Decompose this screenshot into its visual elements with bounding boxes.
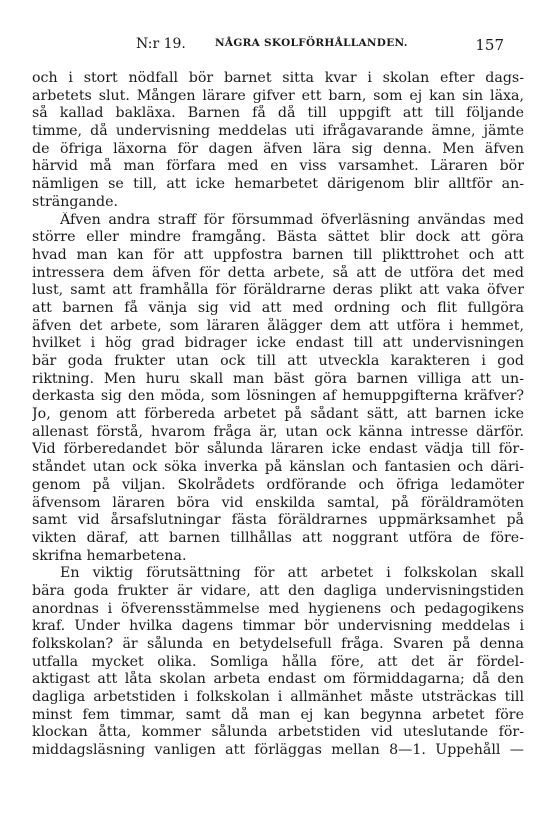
text-line: bär goda frukter utan ock till att utveckla karakteren i god [32, 353, 524, 369]
text-line: Jo, genom att förbereda arbetet på sådant sätt, att barnen icke [32, 406, 524, 423]
text-line: vikten däraf, att barnen tillhållas att noggrant utföra de före- [32, 529, 524, 546]
text-line: timme, då undervisning meddelas uti ifrågavarande ämne, jämte [32, 123, 524, 140]
text-line: härvid må man förfara med en viss varsamhet. Läraren bör [32, 158, 524, 175]
page-header [30, 36, 504, 56]
text-line: folkskolan? är sålunda en betydelsefull fråga. Svaren på denna [32, 636, 524, 652]
text-line: samt vid årsafslutningar fästa föräldrarnes uppmärksamhet på [32, 512, 524, 529]
text-line: Äfven andra straff för försummad öfverläsning användas med [60, 211, 524, 228]
text-line: anordnas i öfverensstämmelse med hygienens och pedagogikens [32, 600, 524, 617]
text-line: lust, samt att framhålla för föräldrarne deras plikt att vaka öfver [32, 282, 524, 299]
text-line: klockan åtta, kommer sålunda arbetstiden vid uteslutande för- [32, 724, 524, 741]
text-line: ståndet utan ock söka inverka på känslan och fantasien och däri- [32, 459, 524, 476]
text-line: skrifna hemarbetena. [32, 547, 187, 564]
text-line: nämligen se till, att icke hemarbetet därigenom blir alltför an- [32, 176, 524, 193]
running-title: NÅGRA SKOLFÖRHÅLLANDEN. [215, 37, 408, 49]
text-line: allenast förstå, hvarom fråga är, utan ock känna intresse därför. [32, 423, 524, 440]
text-line: de öfriga läxorna för dagen äfven lära sig denna. Men äfven [32, 140, 524, 157]
text-line: dagliga arbetstiden i folkskolan i allmänhet måste utsträckas till [32, 689, 524, 706]
text-line: äfven det arbete, som läraren ålägger dem att utföra i hemmet, [32, 317, 524, 334]
text-line: arbetets slut. Mången lärare gifver ett barn, som ej kan sin läxa, [32, 87, 524, 104]
text-line: riktning. Men huru skall man bäst göra barnen villiga att un- [32, 370, 524, 387]
text-line: så kallad bakläxa. Barnen få då till uppgift att till följande [32, 105, 524, 122]
text-line: och i stort nödfall bör barnet sitta kvar i skolan efter dags- [32, 70, 524, 86]
text-line: strängande. [32, 193, 119, 210]
text-line: middagsläsning vanligen att förläggas mellan 8—1. Uppehåll — [32, 742, 524, 759]
text-line: aktigast att låta skolan arbeta endast om förmiddagarna; då den [32, 671, 524, 688]
text-line: intressera dem äfven för detta arbete, så att de utföra det med [32, 264, 524, 281]
text-line: bära goda frukter är vidare, att den dagliga undervisningstiden [32, 582, 524, 599]
text-line: kraf. Under hvilka dagens timmar bör undervisning meddelas i [32, 618, 524, 635]
text-line: minst fem timmar, samt då man ej kan begynna arbetet före [32, 706, 524, 723]
page-number: 157 [475, 36, 504, 54]
section-number: N:r 19. [136, 36, 186, 52]
text-line: större eller mindre framgång. Bästa sättet blir dock att göra [32, 229, 524, 246]
text-line: derkasta sig den möda, som lösningen af hemuppgifterna kräfver? [32, 388, 524, 405]
body-text [32, 70, 524, 760]
text-line: genom på viljan. Skolrådets ordförande och öfriga ledamöter [32, 476, 524, 493]
text-line: att barnen få vänja sig vid att med ordning och flit fullgöra [32, 299, 524, 316]
text-line: hvad man kan för att uppfostra barnen till plikttrohet och att [32, 246, 524, 263]
text-line: Vid förberedandet bör sålunda läraren icke endast vädja till för- [32, 441, 524, 458]
text-line: äfvensom läraren böra vid enskilda samtal, på föräldramöten [32, 494, 524, 511]
text-line: utfalla mycket olika. Somliga hålla före, att det är fördel- [32, 653, 524, 670]
text-line: hvilket i hög grad bidrager icke endast till att undervisningen [32, 335, 524, 352]
text-line: En viktig förutsättning för att arbetet i folkskolan skall [60, 565, 524, 582]
